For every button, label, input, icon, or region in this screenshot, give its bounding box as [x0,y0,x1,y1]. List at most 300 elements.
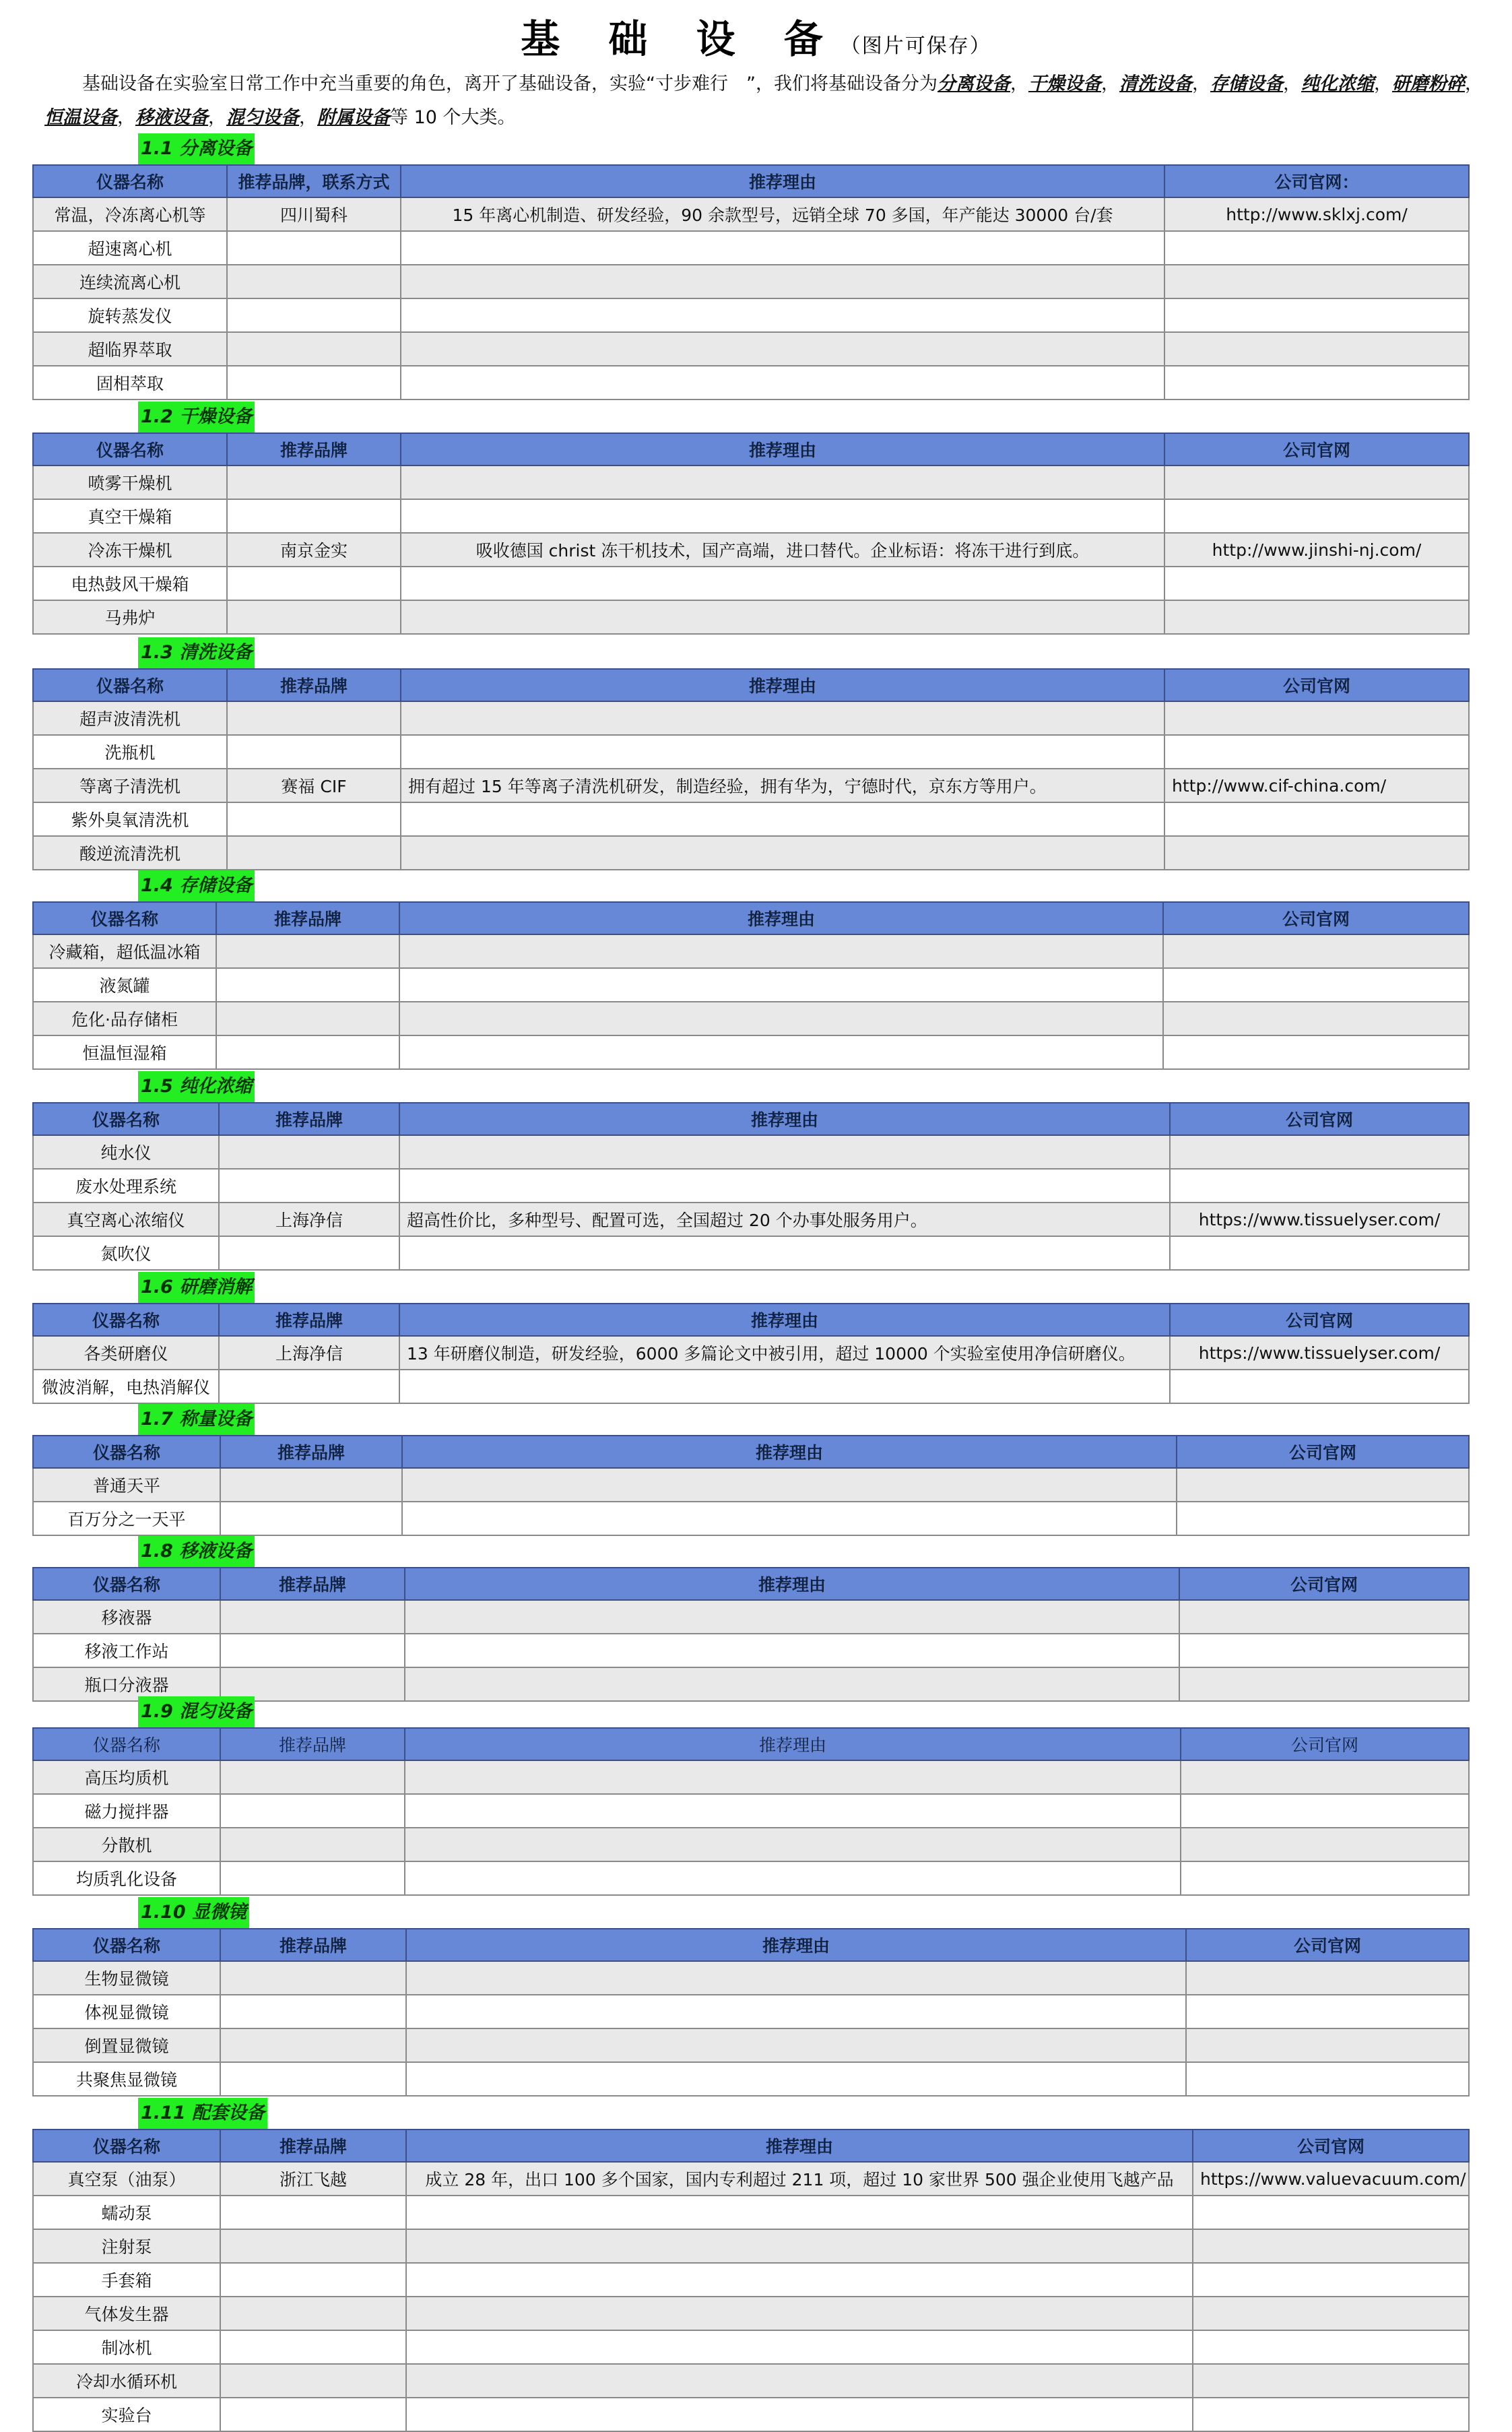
instrument-name-cell: 倒置显微镜 [33,2028,220,2062]
column-header: 公司官网 [1170,1103,1469,1135]
website-cell [1164,265,1469,298]
website-cell [1186,2028,1469,2062]
reason-cell [401,735,1164,769]
table-row [33,1370,1469,1403]
website-cell [1181,1760,1469,1794]
column-header: 公司官网 [1181,1728,1469,1760]
reason-cell [401,231,1164,265]
website-cell [1164,567,1469,600]
reason-cell: 拥有超过 15 年等离子清洗机研发，制造经验，拥有华为，宁德时代，京东方等用户。 [401,769,1164,802]
section-label: 1.4 存储设备 [138,870,255,901]
brand-cell: 浙江飞越 [220,2162,406,2196]
website-cell [1164,332,1469,366]
column-header: 公司官网 [1170,1304,1469,1336]
column-header: 公司官网 [1186,1929,1469,1961]
website-cell[interactable]: https://www.valuevacuum.com/ [1193,2162,1469,2196]
reason-cell [401,332,1164,366]
reason-cell [405,1667,1179,1701]
reason-cell [406,2330,1193,2364]
brand-cell [216,1002,399,1035]
instrument-name-cell: 真空干燥箱 [33,499,227,533]
column-header: 仪器名称 [33,902,216,934]
table-row [33,2263,1469,2297]
instrument-name-cell: 冷藏箱，超低温冰箱 [33,934,216,968]
section-label: 1.7 称量设备 [138,1404,255,1435]
website-cell [1177,1502,1469,1535]
section-label: 1.8 移液设备 [138,1536,255,1567]
instrument-name-cell: 真空泵（油泵） [33,2162,220,2196]
table-row [33,466,1469,499]
table-header-row [33,669,1469,701]
reason-cell [399,1035,1163,1069]
brand-cell [219,1370,399,1403]
equipment-table [32,164,1470,400]
instrument-name-cell: 超速离心机 [33,231,227,265]
column-header: 推荐品牌 [219,1304,399,1336]
column-header: 仪器名称 [33,165,227,197]
website-cell[interactable]: http://www.cif-china.com/ [1164,769,1469,802]
website-cell [1163,934,1469,968]
website-cell [1193,2229,1469,2263]
column-header: 推荐理由 [399,1304,1170,1336]
instrument-name-cell: 恒温恒湿箱 [33,1035,216,1069]
brand-cell [220,1995,406,2028]
website-cell [1193,2196,1469,2229]
brand-cell [220,2297,406,2330]
column-header: 推荐理由 [401,669,1164,701]
website-cell [1181,1794,1469,1828]
brand-cell [220,1861,405,1895]
intro-text-a: 基础设备在实验室日常工作中充当重要的角色，离开了基础设备，实验“寸步难行 ”，我们将基础设备分为 [82,73,938,94]
brand-cell [220,1828,405,1861]
section-label: 1.2 干燥设备 [138,402,255,433]
instrument-name-cell: 瓶口分液器 [33,1667,220,1701]
instrument-name-cell: 马弗炉 [33,600,227,634]
equipment-table [32,1102,1470,1271]
table-row [33,1794,1469,1828]
reason-cell: 成立 28 年，出口 100 多个国家，国内专利超过 211 项，超过 10 家世界 500 强企业使用飞越产品 [406,2162,1193,2196]
intro-category: 清洗设备 [1119,73,1192,94]
reason-cell [401,600,1164,634]
website-cell [1164,600,1469,634]
instrument-name-cell: 超临界萃取 [33,332,227,366]
column-header: 推荐品牌 [216,902,399,934]
intro-category: 研磨粉碎 [1391,73,1465,94]
brand-cell [219,1135,399,1169]
column-header: 推荐理由 [401,165,1164,197]
brand-cell [227,265,401,298]
reason-cell [399,1370,1170,1403]
website-cell [1170,1169,1469,1203]
table-row [33,2398,1469,2431]
reason-cell [401,466,1164,499]
column-header: 推荐品牌 [220,1568,405,1600]
reason-cell [406,2229,1193,2263]
website-cell [1164,231,1469,265]
website-cell [1170,1370,1469,1403]
brand-cell [227,499,401,533]
website-cell [1186,1961,1469,1995]
column-header: 推荐理由 [402,1436,1177,1468]
column-header: 公司官网 [1177,1436,1469,1468]
table-row [33,2062,1469,2096]
brand-cell [220,2398,406,2431]
instrument-name-cell: 喷雾干燥机 [33,466,227,499]
instrument-name-cell: 旋转蒸发仪 [33,298,227,332]
website-cell [1164,499,1469,533]
brand-cell [220,1502,402,1535]
instrument-name-cell: 废水处理系统 [33,1169,219,1203]
reason-cell [405,1861,1181,1895]
column-header: 公司官网 [1163,902,1469,934]
section-label: 1.10 显微镜 [138,1897,249,1928]
table-row [33,802,1469,836]
table-row [33,1203,1469,1236]
brand-cell [220,1794,405,1828]
instrument-name-cell: 实验台 [33,2398,220,2431]
instrument-name-cell: 常温，冷冻离心机等 [33,197,227,231]
instrument-name-cell: 均质乳化设备 [33,1861,220,1895]
table-row [33,701,1469,735]
website-cell[interactable]: http://www.sklxj.com/ [1164,197,1469,231]
reason-cell [401,499,1164,533]
reason-cell [401,298,1164,332]
table-row [33,1961,1469,1995]
instrument-name-cell: 手套箱 [33,2263,220,2297]
website-cell[interactable]: https://www.tissuelyser.com/ [1170,1336,1469,1370]
website-cell [1170,1135,1469,1169]
instrument-name-cell: 生物显微镜 [33,1961,220,1995]
column-header: 仪器名称 [33,669,227,701]
website-cell [1164,836,1469,870]
instrument-name-cell: 紫外臭氧清洗机 [33,802,227,836]
website-cell [1179,1667,1469,1701]
column-header: 推荐品牌 [220,1728,405,1760]
intro-category: 恒温设备 [44,107,117,128]
table-header-row [33,165,1469,197]
brand-cell [227,701,401,735]
table-row [33,968,1469,1002]
brand-cell [220,2062,406,2096]
reason-cell [401,836,1164,870]
equipment-table [32,2129,1470,2432]
column-header: 公司官网 [1164,669,1469,701]
website-cell [1179,1600,1469,1634]
reason-cell [406,2028,1186,2062]
instrument-name-cell: 制冰机 [33,2330,220,2364]
instrument-name-cell: 连续流离心机 [33,265,227,298]
table-row [33,1135,1469,1169]
column-header: 推荐理由 [399,1103,1170,1135]
title-note: （图片可保存） [840,34,991,58]
table-row [33,1468,1469,1502]
brand-cell [216,934,399,968]
column-header: 仪器名称 [33,2130,220,2162]
website-cell [1193,2297,1469,2330]
instrument-name-cell: 危化·品存储柜 [33,1002,216,1035]
instrument-name-cell: 微波消解，电热消解仪 [33,1370,219,1403]
instrument-name-cell: 超声波清洗机 [33,701,227,735]
column-header: 仪器名称 [33,1103,219,1135]
brand-cell: 南京金实 [227,533,401,567]
website-cell [1181,1861,1469,1895]
intro-category: 纯化浓缩 [1301,73,1374,94]
table-row [33,533,1469,567]
reason-cell [405,1828,1181,1861]
intro-category: 混匀设备 [226,107,299,128]
brand-cell [220,2229,406,2263]
section-label: 1.11 配套设备 [138,2098,267,2129]
website-cell [1164,802,1469,836]
equipment-table [32,668,1470,870]
brand-cell [216,1035,399,1069]
website-cell [1163,1002,1469,1035]
section-label: 1.5 纯化浓缩 [138,1071,255,1102]
reason-cell [401,265,1164,298]
table-row [33,2364,1469,2398]
reason-cell [402,1502,1177,1535]
section-label: 1.6 研磨消解 [138,1272,255,1303]
brand-cell [220,1600,405,1634]
instrument-name-cell: 体视显微镜 [33,1995,220,2028]
reason-cell: 15 年离心机制造、研发经验，90 余款型号，远销全球 70 多国，年产能达 30000 台/套 [401,197,1164,231]
reason-cell [406,2398,1193,2431]
table-header-row [33,1568,1469,1600]
reason-cell [406,2263,1193,2297]
website-cell [1193,2398,1469,2431]
brand-cell [220,2364,406,2398]
brand-cell [227,600,401,634]
instrument-name-cell: 共聚焦显微镜 [33,2062,220,2096]
reason-cell [401,701,1164,735]
instrument-name-cell: 分散机 [33,1828,220,1861]
brand-cell [220,1468,402,1502]
brand-cell [220,1760,405,1794]
column-header: 公司官网 [1179,1568,1469,1600]
brand-cell [227,735,401,769]
instrument-name-cell: 液氮罐 [33,968,216,1002]
section-label: 1.1 分离设备 [138,133,255,164]
table-row [33,1634,1469,1667]
brand-cell [227,466,401,499]
table-row [33,1336,1469,1370]
table-row [33,2297,1469,2330]
brand-cell: 四川蜀科 [227,197,401,231]
website-cell [1164,366,1469,399]
reason-cell [406,1961,1186,1995]
brand-cell [220,2330,406,2364]
column-header: 推荐品牌 [220,2130,406,2162]
reason-cell: 超高性价比，多种型号、配置可选，全国超过 20 个办事处服务用户。 [399,1203,1170,1236]
intro-paragraph: 基础设备在实验室日常工作中充当重要的角色，离开了基础设备，实验“寸步难行 ”，我们将基础设备分为分离设备，干燥设备，清洗设备，存储设备，纯化浓缩，研磨粉碎，恒温设备，移液设备，混匀设备，附属设备等 10 个大类。 [44,73,1483,128]
column-header: 仪器名称 [33,1436,220,1468]
column-header: 推荐品牌 [227,433,401,466]
instrument-name-cell: 高压均质机 [33,1760,220,1794]
intro-category: 附属设备 [317,107,390,128]
instrument-name-cell: 电热鼓风干燥箱 [33,567,227,600]
instrument-name-cell: 纯水仪 [33,1135,219,1169]
table-row [33,1828,1469,1861]
instrument-name-cell: 真空离心浓缩仪 [33,1203,219,1236]
website-cell[interactable]: https://www.tissuelyser.com/ [1170,1203,1469,1236]
intro-text-b: 等 10 个大类。 [390,107,516,128]
intro-category: 干燥设备 [1028,73,1101,94]
reason-cell [401,802,1164,836]
brand-cell [227,567,401,600]
table-row [33,265,1469,298]
brand-cell [227,298,401,332]
website-cell [1186,1995,1469,2028]
instrument-name-cell: 移液工作站 [33,1634,220,1667]
reason-cell [406,2062,1186,2096]
reason-cell [405,1794,1181,1828]
instrument-name-cell: 酸逆流清洗机 [33,836,227,870]
table-row [33,1760,1469,1794]
website-cell [1170,1236,1469,1270]
column-header: 仪器名称 [33,433,227,466]
table-row [33,197,1469,231]
table-row [33,1169,1469,1203]
table-row [33,2028,1469,2062]
column-header: 推荐理由 [406,1929,1186,1961]
website-cell [1164,298,1469,332]
reason-cell [406,2297,1193,2330]
brand-cell: 赛福 CIF [227,769,401,802]
website-cell[interactable]: http://www.jinshi-nj.com/ [1164,533,1469,567]
table-row [33,600,1469,634]
instrument-name-cell: 等离子清洗机 [33,769,227,802]
column-header: 仪器名称 [33,1929,220,1961]
column-header: 推荐理由 [405,1728,1181,1760]
table-row [33,366,1469,399]
table-header-row [33,1728,1469,1760]
instrument-name-cell: 普通天平 [33,1468,220,1502]
instrument-name-cell: 蠕动泵 [33,2196,220,2229]
instrument-name-cell: 冷冻干燥机 [33,533,227,567]
brand-cell [227,802,401,836]
page-title [0,12,1512,73]
website-cell [1193,2330,1469,2364]
reason-cell [402,1468,1177,1502]
equipment-table [32,1928,1470,2097]
instrument-name-cell: 百万分之一天平 [33,1502,220,1535]
table-row [33,499,1469,533]
section-label: 1.9 混匀设备 [138,1696,255,1727]
brand-cell [227,366,401,399]
column-header: 公司官网 [1193,2130,1469,2162]
table-row [33,1861,1469,1895]
table-header-row [33,1304,1469,1336]
table-header-row [33,1436,1469,1468]
column-header: 公司官网： [1164,165,1469,197]
reason-cell [399,968,1163,1002]
website-cell [1164,735,1469,769]
column-header: 推荐理由 [401,433,1164,466]
column-header: 推荐理由 [399,902,1163,934]
section-label: 1.3 清洗设备 [138,637,255,668]
website-cell [1186,2062,1469,2096]
reason-cell [399,1236,1170,1270]
website-cell [1177,1468,1469,1502]
instrument-name-cell: 冷却水循环机 [33,2364,220,2398]
table-row [33,1236,1469,1270]
table-row [33,836,1469,870]
column-header: 推荐品牌 [219,1103,399,1135]
column-header: 仪器名称 [33,1304,219,1336]
instrument-name-cell: 气体发生器 [33,2297,220,2330]
brand-cell [220,2196,406,2229]
website-cell [1193,2364,1469,2398]
column-header: 仪器名称 [33,1728,220,1760]
column-header: 推荐理由 [406,2130,1193,2162]
reason-cell [399,934,1163,968]
table-row [33,2229,1469,2263]
table-row [33,1002,1469,1035]
brand-cell [227,836,401,870]
intro-category: 分离设备 [937,73,1010,94]
reason-cell [401,567,1164,600]
column-header: 推荐品牌 [227,669,401,701]
table-row [33,1600,1469,1634]
column-header: 推荐品牌 [220,1436,402,1468]
brand-cell [227,332,401,366]
table-header-row [33,1103,1469,1135]
column-header: 推荐品牌，联系方式 [227,165,401,197]
column-header: 推荐品牌 [220,1929,406,1961]
website-cell [1193,2263,1469,2297]
title-text: 基 础 设 备 [521,16,841,62]
reason-cell: 吸收德国 christ 冻干机技术，国产高端，进口替代。企业标语：将冻干进行到底。 [401,533,1164,567]
table-row [33,231,1469,265]
website-cell [1164,701,1469,735]
table-row [33,298,1469,332]
reason-cell [399,1135,1170,1169]
column-header: 公司官网 [1164,433,1469,466]
table-row [33,934,1469,968]
column-header: 仪器名称 [33,1568,220,1600]
equipment-table [32,1567,1470,1702]
instrument-name-cell: 磁力搅拌器 [33,1794,220,1828]
brand-cell [220,2263,406,2297]
table-header-row [33,1929,1469,1961]
reason-cell [406,2364,1193,2398]
reason-cell [405,1760,1181,1794]
column-header: 推荐理由 [405,1568,1179,1600]
instrument-name-cell: 移液器 [33,1600,220,1634]
table-row [33,2330,1469,2364]
table-header-row [33,433,1469,466]
instrument-name-cell: 洗瓶机 [33,735,227,769]
table-row [33,2196,1469,2229]
reason-cell [399,1002,1163,1035]
intro-category: 存储设备 [1210,73,1283,94]
table-row [33,1035,1469,1069]
table-header-row [33,902,1469,934]
reason-cell [406,2196,1193,2229]
brand-cell [220,2028,406,2062]
brand-cell [219,1236,399,1270]
equipment-table [32,1303,1470,1404]
instrument-name-cell: 注射泵 [33,2229,220,2263]
equipment-table [32,901,1470,1070]
table-row [33,1995,1469,2028]
instrument-name-cell: 固相萃取 [33,366,227,399]
instrument-name-cell: 氮吹仪 [33,1236,219,1270]
intro-category: 移液设备 [135,107,208,128]
reason-cell [399,1169,1170,1203]
brand-cell [216,968,399,1002]
instrument-name-cell: 各类研磨仪 [33,1336,219,1370]
